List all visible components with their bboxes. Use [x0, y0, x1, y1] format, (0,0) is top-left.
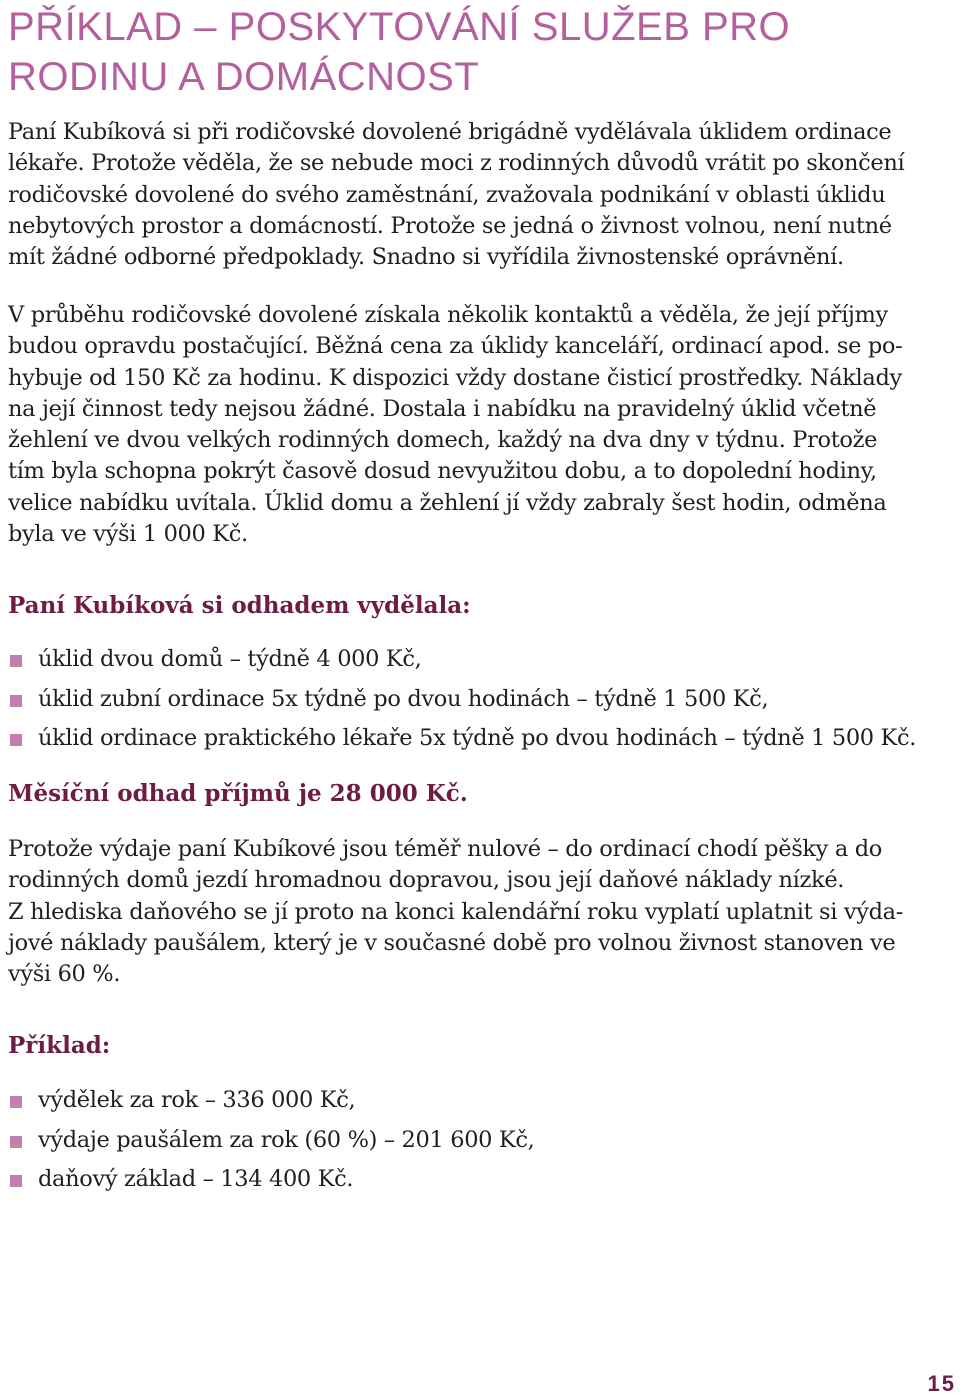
- page-number: 15: [927, 1371, 956, 1396]
- text-line: výši 60 %.: [8, 961, 121, 988]
- list-item: [8, 1085, 534, 1125]
- text-line: rodinných domů jezdí hromadnou dopravou, jsou její daňové náklady nízké.: [8, 867, 845, 894]
- text-line: tím byla schopna pokrýt časově dosud nevyužitou dobu, a to dopolední hodiny,: [8, 458, 877, 485]
- text-line: byla ve výši 1 000 Kč.: [8, 521, 248, 548]
- monthly-estimate-heading: Měsíční odhad příjmů je 28 000 Kč.: [8, 780, 468, 807]
- list-item: [8, 1125, 534, 1165]
- list-item-text: úklid dvou domů – týdně 4 000 Kč,: [38, 646, 422, 672]
- text-line: velice nabídku uvítala. Úklid domu a žehlení jí vždy zabraly šest hodin, odměna: [8, 489, 887, 516]
- square-bullet-icon: [10, 655, 22, 667]
- body-paragraph: [8, 300, 902, 550]
- text-line: hybuje od 150 Kč za hodinu. K dispozici vždy dostane čisticí prostředky. Náklady: [8, 364, 902, 391]
- list-item-text: úklid ordinace praktického lékaře 5x týdně po dvou hodinách – týdně 1 500 Kč.: [38, 725, 917, 751]
- example-heading: Příklad:: [8, 1032, 111, 1059]
- text-line: na její činnost tedy nejsou žádné. Dostala i nabídku na pravidelný úklid včetně: [8, 395, 877, 422]
- list-item: [8, 644, 916, 684]
- text-line: mít žádné odborné předpoklady. Snadno si vyřídila živnostenské oprávnění.: [8, 244, 844, 271]
- square-bullet-icon: [10, 695, 22, 707]
- text-line: budou opravdu postačující. Běžná cena za úklidy kanceláří, ordinací apod. se po-: [8, 333, 903, 360]
- text-line: žehlení ve dvou velkých rodinných domech, každý na dva dny v týdnu. Protože: [8, 427, 878, 454]
- square-bullet-icon: [10, 1096, 22, 1108]
- page-title: [8, 2, 790, 102]
- text-line: Paní Kubíková si při rodičovské dovolené brigádně vydělávala úklidem ordinace: [8, 119, 892, 145]
- list-item-text: výdaje paušálem za rok (60 %) – 201 600 Kč,: [38, 1126, 535, 1153]
- list-item: [8, 684, 916, 724]
- list-item-text: výdělek za rok – 336 000 Kč,: [38, 1087, 356, 1113]
- text-line: V průběhu rodičovské dovolené získala několik kontaktů a věděla, že její příjmy: [8, 302, 888, 328]
- expenses-paragraph: [8, 834, 903, 990]
- text-line: Z hlediska daňového se jí proto na konci kalendářní roku vyplatí uplatnit si výda-: [8, 898, 903, 925]
- earnings-heading: Paní Kubíková si odhadem vydělala:: [8, 592, 471, 619]
- intro-paragraph: [8, 117, 904, 273]
- square-bullet-icon: [10, 1136, 22, 1148]
- list-item: [8, 1164, 534, 1204]
- list-item: [8, 723, 916, 763]
- title-line: PŘÍKLAD – POSKYTOVÁNÍ SLUŽEB PRO: [8, 5, 791, 49]
- text-line: jové náklady paušálem, který je v současné době pro volnou živnost stanoven ve: [8, 929, 896, 956]
- list-item-text: úklid zubní ordinace 5x týdně po dvou hodinách – týdně 1 500 Kč,: [38, 685, 769, 712]
- earnings-list: [8, 644, 916, 763]
- square-bullet-icon: [10, 734, 22, 746]
- square-bullet-icon: [10, 1175, 22, 1187]
- title-line: RODINU A DOMÁCNOST: [8, 55, 480, 99]
- text-line: Protože výdaje paní Kubíkové jsou téměř nulové – do ordinací chodí pěšky a do: [8, 836, 882, 862]
- example-list: [8, 1085, 534, 1204]
- text-line: nebytových prostor a domácností. Protože se jedná o živnost volnou, není nutné: [8, 212, 892, 239]
- text-line: lékaře. Protože věděla, že se nebude moci z rodinných důvodů vrátit po skončení: [8, 150, 905, 177]
- list-item-text: daňový základ – 134 400 Kč.: [38, 1166, 354, 1192]
- text-line: rodičovské dovolené do svého zaměstnání, zvažovala podnikání v oblasti úklidu: [8, 181, 886, 208]
